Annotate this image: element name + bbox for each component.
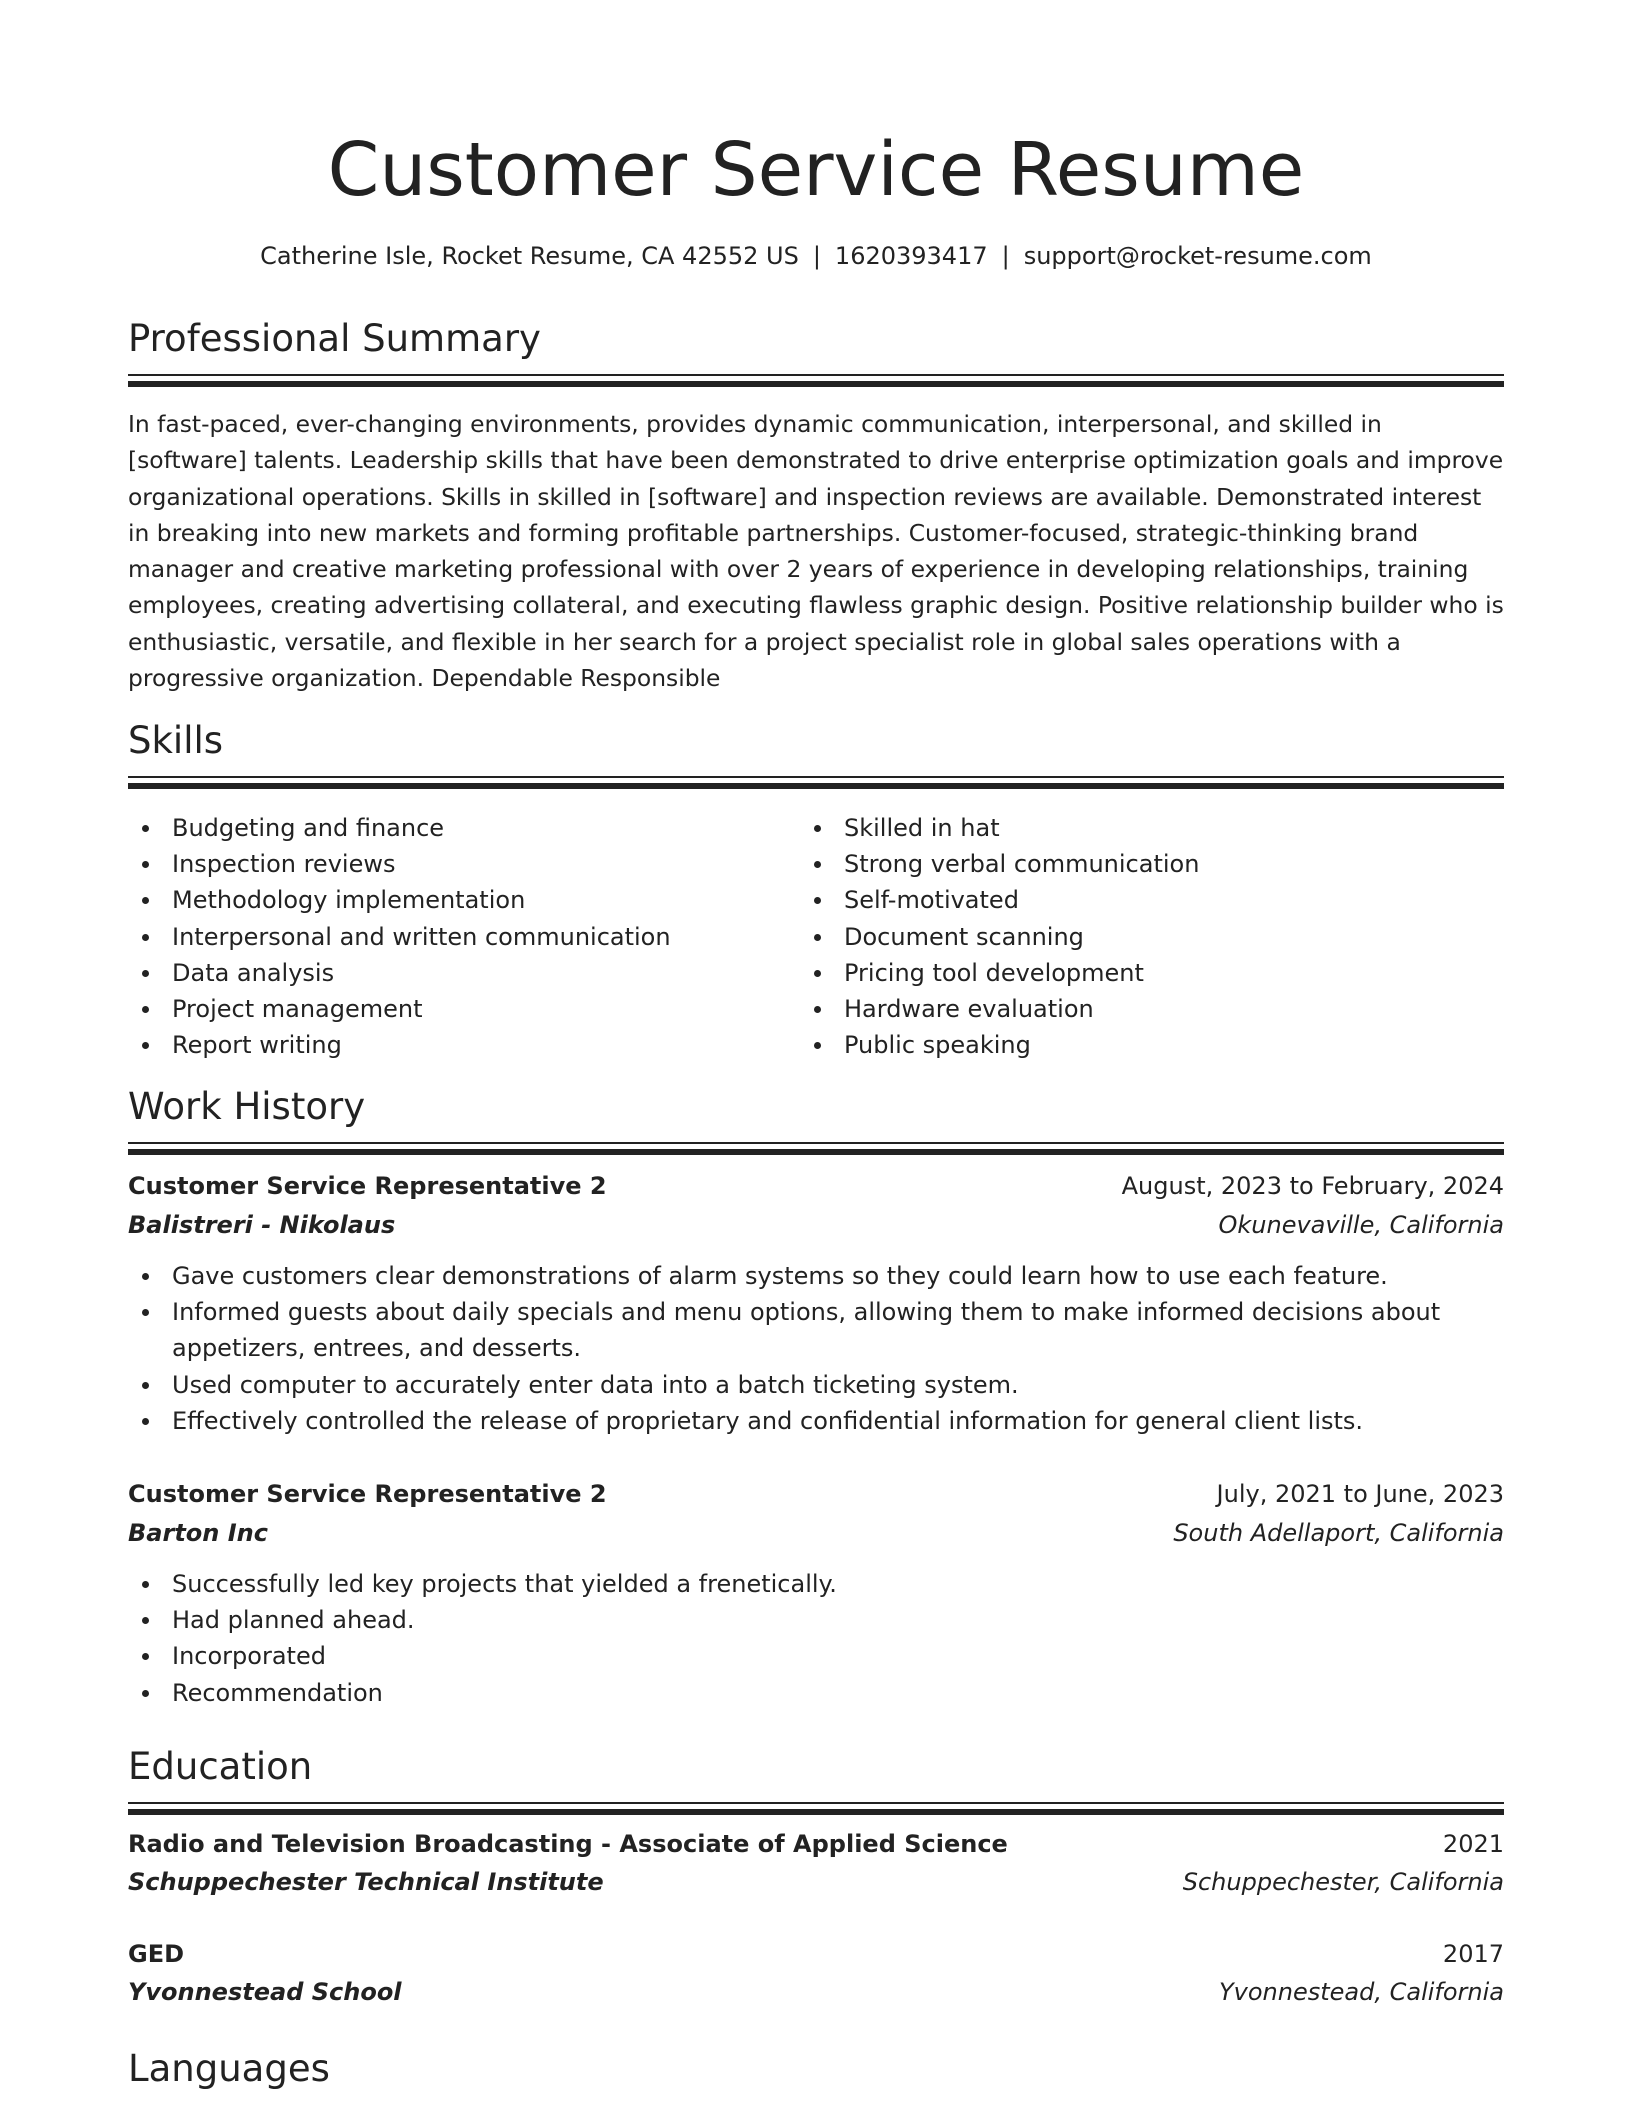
section-divider	[128, 1802, 1504, 1815]
education-school: Schuppechester Technical Institute	[128, 1868, 604, 1896]
contact-phone: 1620393417	[834, 242, 988, 270]
skill-item: Document scanning	[800, 919, 1460, 955]
job-bullet-list	[128, 1566, 1504, 1711]
job-bullet: Gave customers clear demonstrations of alarm systems so they could learn how to use each feature.	[128, 1258, 1504, 1294]
section-divider	[128, 776, 1504, 789]
education-degree: Radio and Television Broadcasting - Associate of Applied Science	[128, 1830, 1008, 1858]
section-divider	[128, 374, 1504, 387]
skills-list-right	[800, 810, 1460, 1063]
skill-item: Data analysis	[128, 955, 788, 991]
section-title-education: Education	[128, 1745, 313, 1788]
skill-item: Interpersonal and written communication	[128, 919, 788, 955]
skill-item: Strong verbal communication	[800, 846, 1460, 882]
contact-address: Catherine Isle, Rocket Resume, CA 42552 US	[260, 242, 799, 270]
job-bullet: Incorporated	[128, 1638, 1504, 1674]
contact-line	[128, 238, 1504, 274]
contact-separator: |	[812, 242, 821, 270]
contact-separator: |	[1001, 242, 1010, 270]
section-title-work: Work History	[128, 1085, 366, 1128]
job-bullet: Successfully led key projects that yielded a frenetically.	[128, 1566, 1504, 1602]
job-dates: July, 2021 to June, 2023	[1216, 1480, 1504, 1508]
section-divider	[128, 1142, 1504, 1155]
job-bullet: Effectively controlled the release of proprietary and confidential information for general client lists.	[128, 1403, 1504, 1439]
job-location: Okunevaville, California	[1218, 1211, 1504, 1239]
job-bullet: Informed guests about daily specials and menu options, allowing them to make informed decisions about appetizers, entrees, and desserts.	[128, 1294, 1504, 1366]
job-title: Customer Service Representative 2	[128, 1480, 607, 1508]
skill-item: Pricing tool development	[800, 955, 1460, 991]
job-bullet: Recommendation	[128, 1675, 1504, 1711]
skill-item: Methodology implementation	[128, 882, 788, 918]
job-title: Customer Service Representative 2	[128, 1172, 607, 1200]
education-year: 2021	[1442, 1830, 1504, 1858]
skill-item: Report writing	[128, 1027, 788, 1063]
job-dates: August, 2023 to February, 2024	[1121, 1172, 1504, 1200]
job-location: South Adellaport, California	[1173, 1519, 1504, 1547]
skill-item: Inspection reviews	[128, 846, 788, 882]
section-title-skills: Skills	[128, 719, 224, 762]
job-bullet: Used computer to accurately enter data into a batch ticketing system.	[128, 1367, 1504, 1403]
job-company: Balistreri - Nikolaus	[128, 1211, 396, 1239]
skill-item: Project management	[128, 991, 788, 1027]
education-year: 2017	[1442, 1940, 1504, 1968]
skill-item: Hardware evaluation	[800, 991, 1460, 1027]
resume-name: Customer Service Resume	[327, 127, 1305, 213]
education-location: Yvonnestead, California	[1219, 1978, 1504, 2006]
education-location: Schuppechester, California	[1182, 1868, 1504, 1896]
section-title-summary: Professional Summary	[128, 317, 541, 360]
contact-email: support@rocket-resume.com	[1023, 242, 1372, 270]
education-degree: GED	[128, 1940, 185, 1968]
summary-text: In fast-paced, ever-changing environments, provides dynamic communication, interpersonal, and skilled in [software] talents. Leadership skills that have been demonstrated to drive enterprise optimization goals and improve organizational operations. Skills in skilled in [software] and inspection reviews are available. Demonstrated interest in breaking into new markets and forming profitable partnerships. Customer-focused, strategic-thinking brand manager and creative marketing professional with over 2 years of experience in developing relationships, training employees, creating advertising collateral, and executing flawless graphic design. Positive relationship builder who is enthusiastic, versatile, and flexible in her search for a project specialist role in global sales operations with a progressive organization. Dependable Responsible	[128, 410, 1504, 693]
skill-item: Public speaking	[800, 1027, 1460, 1063]
job-bullet-list	[128, 1258, 1504, 1439]
job-company: Barton Inc	[128, 1519, 268, 1547]
section-title-languages: Languages	[128, 2047, 330, 2090]
skills-list-left	[128, 810, 788, 1063]
skill-item: Skilled in hat	[800, 810, 1460, 846]
skill-item: Budgeting and finance	[128, 810, 788, 846]
skill-item: Self-motivated	[800, 882, 1460, 918]
education-school: Yvonnestead School	[128, 1978, 402, 2006]
job-bullet: Had planned ahead.	[128, 1602, 1504, 1638]
